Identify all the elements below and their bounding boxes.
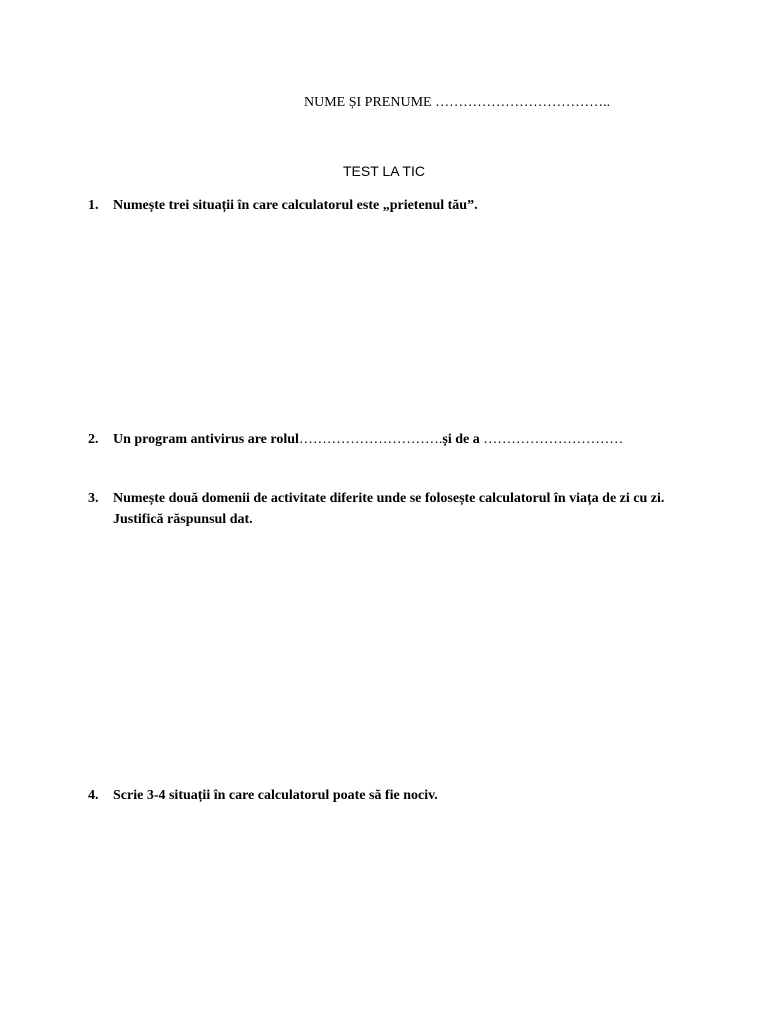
answer-blank: …………………………. [298, 432, 443, 447]
question-text: Scrie 3-4 situații în care calculatorul poate să fie nociv. [113, 788, 438, 803]
question-4 [88, 785, 678, 806]
question-2 [88, 429, 678, 450]
question-number: 1. [88, 198, 99, 213]
question-number: 2. [88, 432, 99, 447]
question-text-part: Un program antivirus are rolul [113, 432, 299, 447]
question-text: Numește două domenii de activitate diferite unde se folosește calculatorul în viața de zi cu zi. Justifică răspunsul dat. [113, 491, 665, 527]
question-text [113, 429, 678, 450]
question-1 [88, 195, 678, 216]
question-text: Numește trei situații în care calculatorul este „prietenul tău”. [113, 198, 478, 213]
question-text-part: și de a [442, 432, 484, 447]
answer-blank: ………………………… [483, 432, 624, 447]
question-3 [88, 488, 678, 530]
name-field-label: NUME ȘI PRENUME ……………………………….. [304, 95, 611, 110]
question-number: 4. [88, 788, 99, 803]
question-number: 3. [88, 491, 99, 506]
test-title: TEST LA TIC [343, 163, 425, 179]
